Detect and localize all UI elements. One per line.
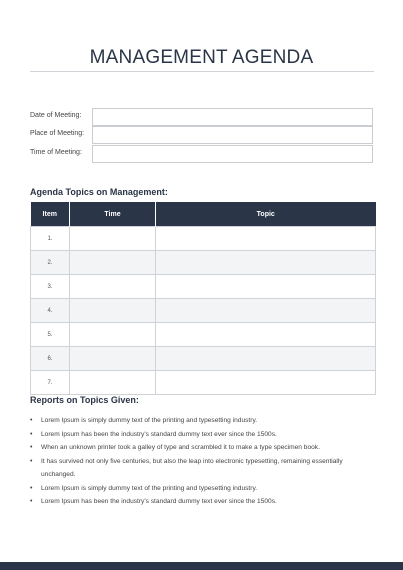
date-of-meeting-field[interactable] xyxy=(92,108,373,126)
place-of-meeting-label: Place of Meeting: xyxy=(30,130,85,137)
footer-bar xyxy=(0,562,403,570)
list-item xyxy=(30,441,375,455)
topic-cell[interactable] xyxy=(156,323,376,347)
topic-cell[interactable] xyxy=(156,275,376,299)
bullet-icon: • xyxy=(30,484,33,492)
bullet-icon: • xyxy=(30,444,33,451)
topic-cell[interactable] xyxy=(156,347,376,371)
list-item xyxy=(30,414,375,428)
bullet-icon: • xyxy=(30,417,33,424)
topic-cell[interactable] xyxy=(156,251,376,275)
date-of-meeting-label: Date of Meeting: xyxy=(30,112,82,119)
reports-list xyxy=(30,414,375,509)
item-cell: 6. xyxy=(31,347,70,371)
item-cell: 7. xyxy=(31,371,70,395)
table-row xyxy=(31,251,376,275)
table-row xyxy=(31,275,376,299)
item-cell: 1. xyxy=(31,227,70,251)
item-cell: 2. xyxy=(31,251,70,275)
report-text: Lorem Ipsum has been the industry's standard dummy text ever since the 1500s. xyxy=(41,430,277,438)
bullet-icon: • xyxy=(30,457,33,465)
time-cell[interactable] xyxy=(70,275,156,299)
time-cell[interactable] xyxy=(70,371,156,395)
topic-cell[interactable] xyxy=(156,227,376,251)
topic-cell[interactable] xyxy=(156,299,376,323)
time-cell[interactable] xyxy=(70,347,156,371)
agenda-table xyxy=(30,202,376,395)
column-header-item: Item xyxy=(31,202,70,227)
item-cell: 3. xyxy=(31,275,70,299)
column-header-topic: Topic xyxy=(156,202,376,227)
list-item xyxy=(30,428,375,442)
report-text: Lorem Ipsum has been the industry's standard dummy text ever since the 1500s. xyxy=(41,498,277,505)
time-cell[interactable] xyxy=(70,227,156,251)
list-item xyxy=(30,495,375,509)
table-row xyxy=(31,299,376,323)
item-cell: 4. xyxy=(31,299,70,323)
title-divider xyxy=(30,71,374,72)
report-text: It has survived not only five centuries, but also the leap into electronic typesetting, remaining essentially unchanged. xyxy=(41,457,343,478)
table-row xyxy=(31,347,376,371)
bullet-icon: • xyxy=(30,430,33,438)
list-item xyxy=(30,482,375,496)
report-text: When an unknown printer took a galley of type and scrambled it to make a type specimen book. xyxy=(41,444,320,451)
time-cell[interactable] xyxy=(70,299,156,323)
item-cell: 5. xyxy=(31,323,70,347)
agenda-section-title: Agenda Topics on Management: xyxy=(30,187,168,197)
place-of-meeting-field[interactable] xyxy=(92,126,373,144)
page-title: MANAGEMENT AGENDA xyxy=(89,47,314,68)
report-text: Lorem Ipsum is simply dummy text of the printing and typesetting industry. xyxy=(41,484,258,492)
time-cell[interactable] xyxy=(70,323,156,347)
time-of-meeting-field[interactable] xyxy=(92,145,373,163)
time-of-meeting-label: Time of Meeting: xyxy=(30,149,82,156)
list-item xyxy=(30,455,375,482)
table-row xyxy=(31,371,376,395)
time-cell[interactable] xyxy=(70,251,156,275)
bullet-icon: • xyxy=(30,498,33,505)
reports-section-title: Reports on Topics Given: xyxy=(30,395,139,405)
table-row xyxy=(31,323,376,347)
table-header-row xyxy=(31,202,376,227)
report-text: Lorem Ipsum is simply dummy text of the printing and typesetting industry. xyxy=(41,417,258,424)
topic-cell[interactable] xyxy=(156,371,376,395)
table-row xyxy=(31,227,376,251)
column-header-time: Time xyxy=(70,202,156,227)
